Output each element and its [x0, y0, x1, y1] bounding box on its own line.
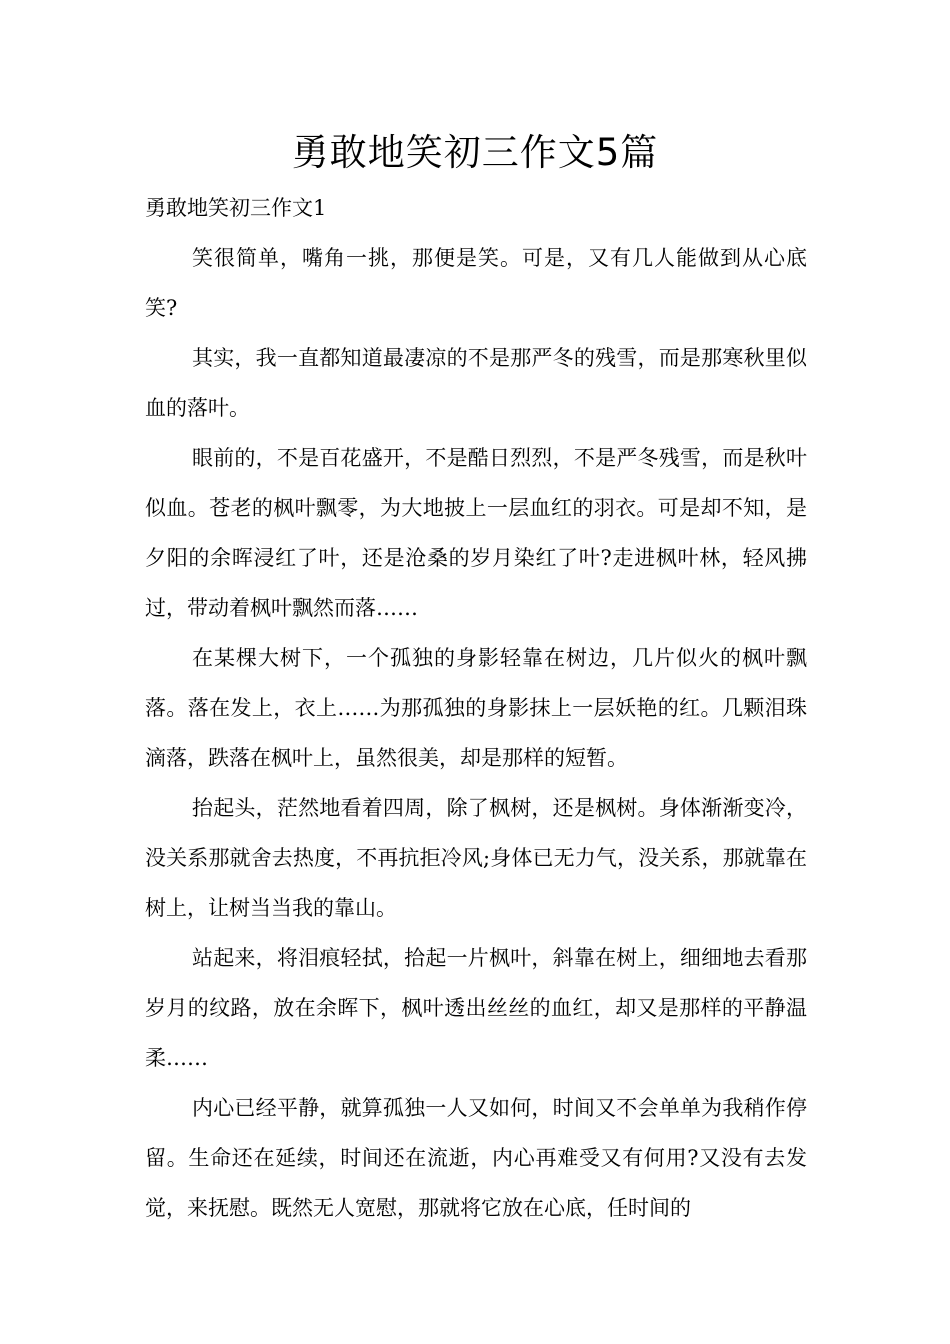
- paragraph: 内心已经平静，就算孤独一人又如何，时间又不会单单为我稍作停留。生命还在延续，时间还在流逝，内心再难受又有何用?又没有去发觉，来抚慰。既然无人宽慰，那就将它放在心底，任时间的: [145, 1096, 807, 1220]
- paragraph: 抬起头，茫然地看着四周，除了枫树，还是枫树。身体渐渐变冷，没关系那就舍去热度，不再抗拒冷风;身体已无力气，没关系，那就靠在树上，让树当当我的靠山。: [145, 796, 807, 920]
- document-body: [145, 183, 807, 1233]
- paragraph: 站起来，将泪痕轻拭，拾起一片枫叶，斜靠在树上，细细地去看那岁月的纹路，放在余晖下，枫叶透出丝丝的血红，却又是那样的平静温柔……: [145, 946, 807, 1070]
- paragraph: 眼前的，不是百花盛开，不是酷日烈烈，不是严冬残雪，而是秋叶似血。苍老的枫叶飘零，为大地披上一层血红的羽衣。可是却不知，是夕阳的余晖浸红了叶，还是沧桑的岁月染红了叶?走进枫叶林，轻风拂过，带动着枫叶飘然而落……: [145, 446, 807, 620]
- paragraph: 在某棵大树下，一个孤独的身影轻靠在树边，几片似火的枫叶飘落。落在发上，衣上……为那孤独的身影抹上一层妖艳的红。几颗泪珠滴落，跌落在枫叶上，虽然很美，却是那样的短暂。: [145, 646, 807, 770]
- paragraph: 笑很简单，嘴角一挑，那便是笑。可是，又有几人能做到从心底笑?: [145, 246, 807, 320]
- paragraph: 其实，我一直都知道最凄凉的不是那严冬的残雪，而是那寒秋里似血的落叶。: [145, 346, 807, 420]
- document-title: 勇敢地笑初三作文5篇: [291, 131, 659, 174]
- section-title: 勇敢地笑初三作文1: [145, 196, 327, 220]
